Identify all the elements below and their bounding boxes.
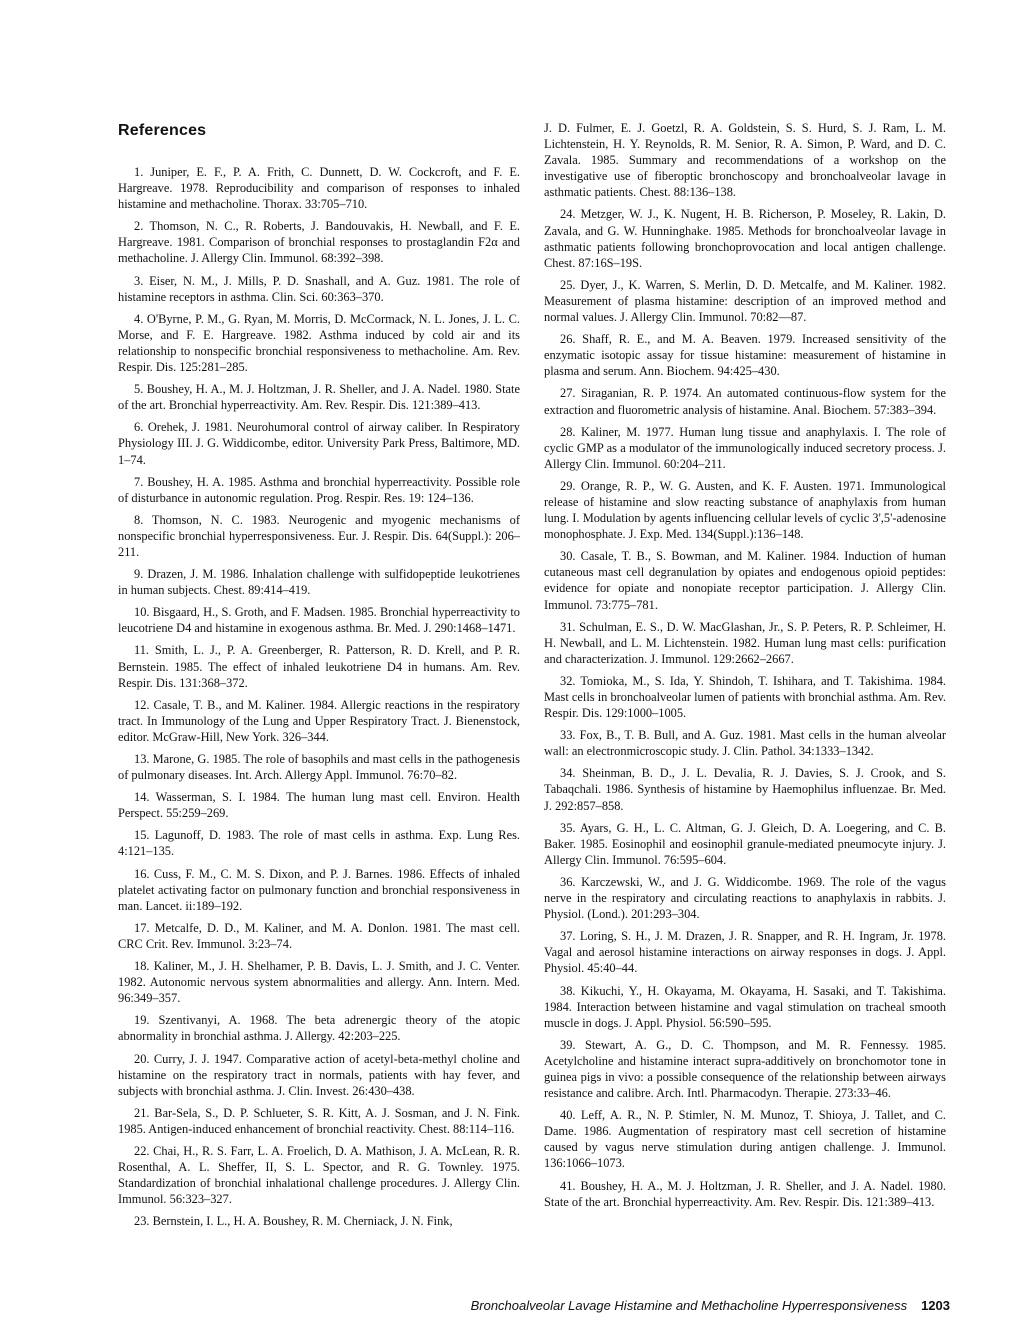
reference-item: 14. Wasserman, S. I. 1984. The human lung mast cell. Environ. Health Perspect. 55:259–269.	[118, 790, 520, 821]
reference-item: 27. Siraganian, R. P. 1974. An automated continuous-flow system for the extraction and fluorometric analysis of histamine. Anal. Biochem. 57:383–394.	[544, 386, 946, 417]
reference-item: 25. Dyer, J., K. Warren, S. Merlin, D. D. Metcalfe, and M. Kaliner. 1982. Measurement of plasma histamine: description of an improved method and normal values. J. Allergy Clin. Immunol. 70:82—87.	[544, 277, 946, 325]
references-right-column	[544, 120, 946, 1216]
reference-item: 28. Kaliner, M. 1977. Human lung tissue and anaphylaxis. I. The role of cyclic GMP as a modulator of the immunologically induced secretory process. J. Allergy Clin. Immunol. 60:204–211.	[544, 424, 946, 471]
reference-item: 36. Karczewski, W., and J. G. Widdicombe. 1969. The role of the vagus nerve in the respiratory and circulating reactions to anaphylaxis in rabbits. J. Physiol. (Lond.). 201:293–304.	[544, 874, 946, 922]
reference-item: 6. Orehek, J. 1981. Neurohumoral control of airway caliber. In Respiratory Physiology III. J. G. Widdicombe, editor. University Park Press, Baltimore, MD. 1–74.	[118, 420, 520, 467]
reference-item: 26. Shaff, R. E., and M. A. Beaven. 1979. Increased sensitivity of the enzymatic isotopic assay for tissue histamine: measurement of histamine in plasma and serum. Ann. Biochem. 94:425–430.	[544, 332, 946, 379]
reference-item: 24. Metzger, W. J., K. Nugent, H. B. Richerson, P. Moseley, R. Lakin, D. Zavala, and G. W. Hunninghake. 1985. Methods for bronchoalveolar lavage in asthmatic patients following bronchoprovocation and local antigen challenge. Chest. 87:16S–19S.	[544, 207, 946, 270]
reference-item: 41. Boushey, H. A., M. J. Holtzman, J. R. Sheller, and J. A. Nadel. 1980. State of the art. Bronchial hyperreactivity. Am. Rev. Respir. Dis. 121:389–413.	[544, 1178, 946, 1209]
reference-item: 19. Szentivanyi, A. 1968. The beta adrenergic theory of the atopic abnormality in bronchial asthma. J. Allergy. 42:203–225.	[118, 1013, 520, 1044]
reference-item: 18. Kaliner, M., J. H. Shelhamer, P. B. Davis, L. J. Smith, and J. C. Venter. 1982. Autonomic nervous system abnormalities and allergy. Ann. Intern. Med. 96:349–357.	[118, 959, 520, 1006]
reference-item: 1. Juniper, E. F., P. A. Frith, C. Dunnett, D. W. Cockcroft, and F. E. Hargreave. 1978. Reproducibility and comparison of responses to inhaled histamine and methacholine. Thorax. 33:705–710.	[118, 165, 520, 212]
reference-item: 21. Bar-Sela, S., D. P. Schlueter, S. R. Kitt, A. J. Sosman, and J. N. Fink. 1985. Antigen-induced enhancement of bronchial reactivity. Chest. 88:114–116.	[118, 1105, 520, 1136]
reference-item: 23. Bernstein, I. L., H. A. Boushey, R. M. Cherniack, J. N. Fink,	[134, 1214, 453, 1229]
reference-item: 8. Thomson, N. C. 1983. Neurogenic and myogenic mechanisms of nonspecific bronchial hyperresponsiveness. Eur. J. Respir. Dis. 64(Suppl.): 206–211.	[118, 512, 520, 559]
references-heading: References	[118, 122, 207, 139]
reference-item: 35. Ayars, G. H., L. C. Altman, G. J. Gleich, D. A. Loegering, and C. B. Baker. 1985. Eosinophil and eosinophil granule-mediated pneumocyte injury. J. Allergy Clin. Immunol. 76:595–604.	[544, 820, 946, 867]
reference-item: 9. Drazen, J. M. 1986. Inhalation challenge with sulfidopeptide leukotrienes in human subjects. Chest. 89:414–419.	[118, 567, 520, 598]
reference-item: 4. O'Byrne, P. M., G. Ryan, M. Morris, D. McCormack, N. L. Jones, J. L. C. Morse, and F. E. Hargreave. 1982. Asthma induced by cold air and its relationship to nonspecific bronchial responsiveness to methacholine. Am. Rev. Respir. Dis. 125:281–285.	[118, 311, 520, 375]
reference-item: 5. Boushey, H. A., M. J. Holtzman, J. R. Sheller, and J. A. Nadel. 1980. State of the art. Bronchial hyperreactivity. Am. Rev. Respir. Dis. 121:389–413.	[118, 382, 520, 413]
reference-item: 11. Smith, L. J., P. A. Greenberger, R. Patterson, R. D. Krell, and P. R. Bernstein. 1985. The effect of inhaled leukotriene D4 in humans. Am. Rev. Respir. Dis. 131:368–372.	[118, 643, 520, 690]
reference-item: 12. Casale, T. B., and M. Kaliner. 1984. Allergic reactions in the respiratory tract. In Immunology of the Lung and Upper Respiratory Tract. J. Bienenstock, editor. McGraw-Hill, New York. 326–344.	[118, 697, 520, 744]
reference-item: 29. Orange, R. P., W. G. Austen, and K. F. Austen. 1971. Immunological release of histamine and slow reacting substance of anaphylaxis from human lung. I. Modulation by agents influencing cellular levels of cyclic 3',5'-adenosine monophosphate. J. Exp. Med. 134(Suppl.):136–148.	[544, 478, 946, 542]
reference-item: 13. Marone, G. 1985. The role of basophils and mast cells in the pathogenesis of pulmonary diseases. Int. Arch. Allergy Appl. Immunol. 76:70–82.	[118, 752, 520, 783]
reference-item: 38. Kikuchi, Y., H. Okayama, M. Okayama, H. Sasaki, and T. Takishima. 1984. Interaction between histamine and vagal stimulation on tracheal smooth muscle in dogs. J. Appl. Physiol. 56:590–595.	[544, 983, 946, 1030]
reference-item: 2. Thomson, N. C., R. Roberts, J. Bandouvakis, H. Newball, and F. E. Hargreave. 1981. Comparison of bronchial responses to prostaglandin F2α and methacholine. J. Allergy Clin. Immunol. 68:392–398.	[118, 219, 520, 266]
reference-item: 31. Schulman, E. S., D. W. MacGlashan, Jr., S. P. Peters, R. P. Schleimer, H. H. Newball, and L. M. Lichtenstein. 1982. Human lung mast cells: purification and characterization. J. Immunol. 129:2662–2667.	[544, 619, 946, 666]
reference-item: 37. Loring, S. H., J. M. Drazen, J. R. Snapper, and R. H. Ingram, Jr. 1978. Vagal and aerosol histamine interactions on airway responses in dogs. J. Appl. Physiol. 45:40–44.	[544, 929, 946, 976]
running-title: Bronchoalveolar Lavage Histamine and Methacholine Hyperresponsiveness	[470, 1298, 908, 1313]
reference-item: 20. Curry, J. J. 1947. Comparative action of acetyl-beta-methyl choline and histamine on the respiratory tract in normals, patients with hay fever, and subjects with bronchial asthma. J. Clin. Invest. 26:430–438.	[118, 1051, 520, 1098]
page-footer	[470, 1298, 950, 1314]
reference-item: 39. Stewart, A. G., D. C. Thompson, and M. R. Fennessy. 1985. Acetylcholine and histamine interact supra-additively on bronchomotor tone in guinea pigs in vivo: a possible consequence of the relationship between airways resistance and calibre. Arch. Intl. Pharmacodyn. Therapie. 273:33–46.	[544, 1037, 946, 1101]
reference-item: 16. Cuss, F. M., C. M. S. Dixon, and P. J. Barnes. 1986. Effects of inhaled platelet activating factor on pulmonary function and bronchial responsiveness in man. Lancet. ii:189–192.	[118, 866, 520, 913]
reference-item: 40. Leff, A. R., N. P. Stimler, N. M. Munoz, T. Shioya, J. Tallet, and C. Dame. 1986. Augmentation of respiratory mast cell secretion of histamine caused by vagus nerve stimulation during antigen challenge. J. Immunol. 136:1066–1073.	[544, 1108, 946, 1171]
reference-item: 22. Chai, H., R. S. Farr, L. A. Froelich, D. A. Mathison, J. A. McLean, R. R. Rosenthal, A. L. Sheffer, II, S. L. Spector, and R. G. Townley. 1975. Standardization of bronchial inhalational challenge procedures. J. Allergy Clin. Immunol. 56:323–327.	[118, 1143, 520, 1207]
reference-item: 33. Fox, B., T. B. Bull, and A. Guz. 1981. Mast cells in the human alveolar wall: an electronmicroscopic study. J. Clin. Pathol. 34:1333–1342.	[544, 728, 946, 759]
reference-item: 17. Metcalfe, D. D., M. Kaliner, and M. A. Donlon. 1981. The mast cell. CRC Crit. Rev. Immunol. 3:23–74.	[118, 920, 520, 951]
reference-item: 30. Casale, T. B., S. Bowman, and M. Kaliner. 1984. Induction of human cutaneous mast cell degranulation by opiates and endogenous opioid peptides: evidence for opiate and nonopiate receptor participation. J. Allergy Clin. Immunol. 73:775–781.	[544, 549, 946, 612]
reference-item: 32. Tomioka, M., S. Ida, Y. Shindoh, T. Ishihara, and T. Takishima. 1984. Mast cells in bronchoalveolar lumen of patients with bronchial asthma. Am. Rev. Respir. Dis. 129:1000–1005.	[544, 673, 946, 721]
reference-item: 3. Eiser, N. M., J. Mills, P. D. Snashall, and A. Guz. 1981. The role of histamine receptors in asthma. Clin. Sci. 60:363–370.	[118, 273, 520, 304]
reference-item: 34. Sheinman, B. D., J. L. Devalia, R. J. Davies, S. J. Crook, and S. Tabaqchali. 1986. Synthesis of histamine by Haemophilus influenzae. Br. Med. J. 292:857–858.	[544, 766, 946, 813]
reference-item: 7. Boushey, H. A. 1985. Asthma and bronchial hyperreactivity. Possible role of disturbance in autonomic regulation. Prog. Respir. Res. 19: 124–136.	[118, 474, 520, 505]
reference-item: 15. Lagunoff, D. 1983. The role of mast cells in asthma. Exp. Lung Res. 4:121–135.	[118, 828, 520, 859]
reference-23-continuation: J. D. Fulmer, E. J. Goetzl, R. A. Goldstein, S. S. Hurd, S. J. Ram, L. M. Lichtenstein, H. Y. Reynolds, R. M. Senior, R. A. Simon, P. Ward, and D. C. Zavala. 1985. Summary and recommendations of a workshop on the investigative use of fiberoptic bronchoscopy and bronchoalveolar lavage in asthmatic patients. Chest. 88:136–138.	[544, 121, 946, 200]
references-left-column	[118, 164, 520, 1235]
reference-item: 10. Bisgaard, H., S. Groth, and F. Madsen. 1985. Bronchial hyperreactivity to leucotriene D4 and histamine in exogenous asthma. Br. Med. J. 290:1468–1471.	[118, 605, 520, 636]
page-number: 1203	[921, 1298, 950, 1313]
